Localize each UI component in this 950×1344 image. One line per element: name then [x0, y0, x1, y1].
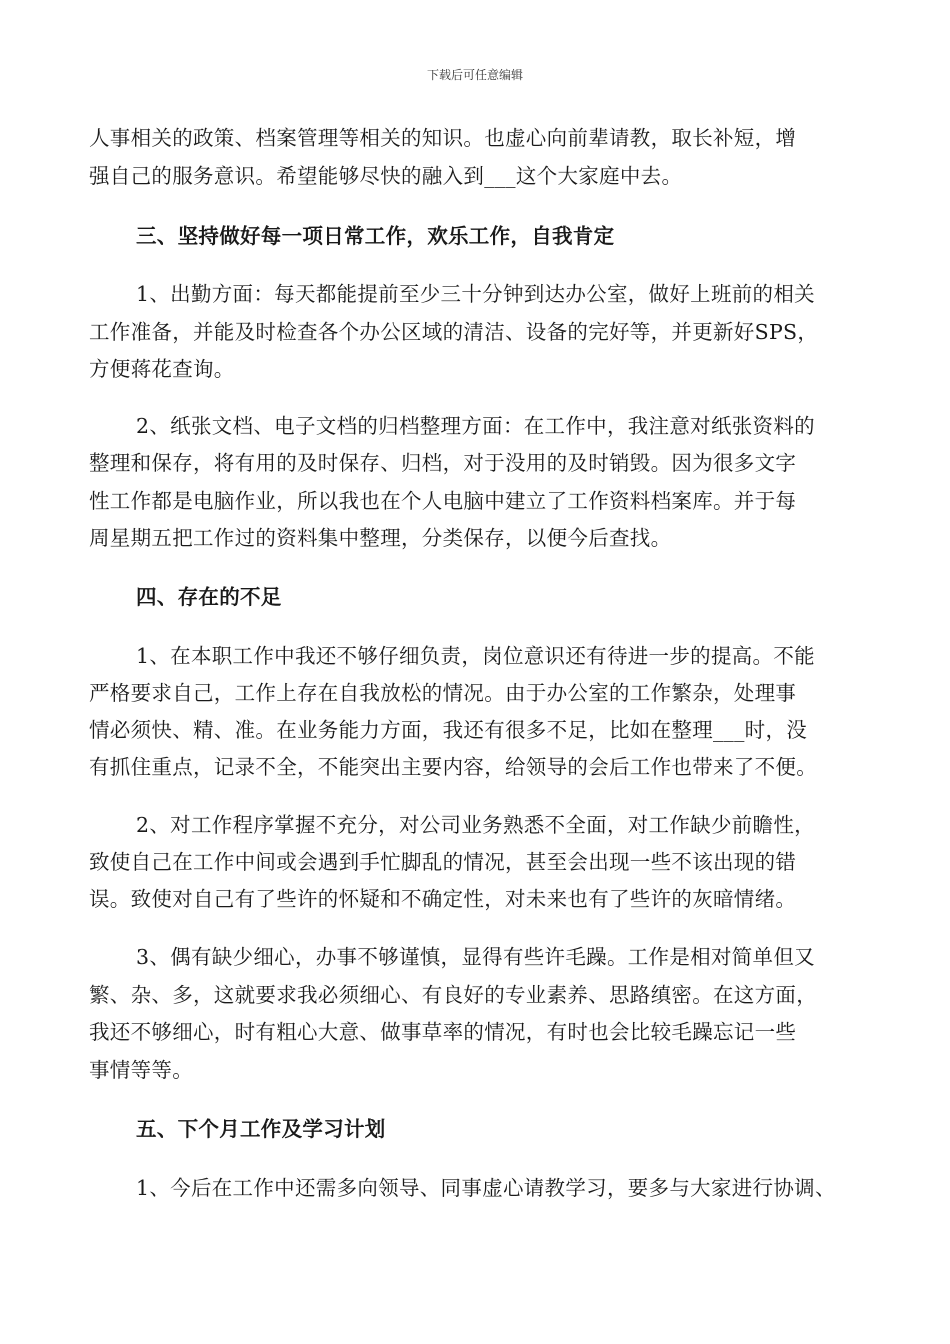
- paragraph-line: 严格要求自己，工作上存在自我放松的情况。由于办公室的工作繁杂，处理事: [89, 681, 797, 705]
- paragraph-line: 繁、杂、多，这就要求我必须细心、有良好的专业素养、思路缜密。在这方面，: [89, 983, 817, 1007]
- paragraph-line: 强自己的服务意识。希望能够尽快的融入到___这个大家庭中去。: [89, 164, 683, 188]
- paragraph-line: 有抓住重点，记录不全，不能突出主要内容，给领导的会后工作也带来了不便。: [89, 755, 817, 779]
- page-header: 下载后可任意编辑: [426, 68, 523, 82]
- paragraph-line: 工作准备，并能及时检查各个办公区域的清洁、设备的完好等，并更新好SPS，: [89, 320, 819, 344]
- paragraph-line: 方便蒋花查询。: [89, 357, 235, 381]
- paragraph-line: 误。致使对自己有了些许的怀疑和不确定性，对未来也有了些许的灰暗情绪。: [89, 887, 797, 911]
- paragraph-line: 1、今后在工作中还需多向领导、同事虚心请教学习，要多与大家进行协调、: [136, 1176, 836, 1200]
- section-heading: 五、下个月工作及学习计划: [136, 1117, 386, 1141]
- paragraph-line: 2、对工作程序掌握不充分，对公司业务熟悉不全面，对工作缺少前瞻性，: [136, 813, 815, 837]
- paragraph-line: 1、在本职工作中我还不够仔细负责，岗位意识还有待进一步的提高。不能: [136, 644, 815, 668]
- section-heading: 四、存在的不足: [136, 585, 282, 609]
- paragraph-line: 我还不够细心，时有粗心大意、做事草率的情况，有时也会比较毛躁忘记一些: [89, 1020, 797, 1044]
- paragraph-line: 整理和保存，将有用的及时保存、归档，对于没用的及时销毁。因为很多文字: [89, 451, 797, 475]
- paragraph-line: 事情等等。: [89, 1058, 193, 1082]
- paragraph-line: 周星期五把工作过的资料集中整理，分类保存，以便今后查找。: [89, 526, 672, 550]
- paragraph-line: 3、偶有缺少细心，办事不够谨慎，显得有些许毛躁。工作是相对简单但又: [136, 945, 815, 969]
- paragraph-line: 人事相关的政策、档案管理等相关的知识。也虚心向前辈请教，取长补短，增: [89, 126, 797, 150]
- paragraph-line: 致使自己在工作中间或会遇到手忙脚乱的情况，甚至会出现一些不该出现的错: [89, 850, 797, 874]
- paragraph-line: 性工作都是电脑作业，所以我也在个人电脑中建立了工作资料档案库。并于每: [89, 489, 797, 513]
- paragraph-line: 1、出勤方面：每天都能提前至少三十分钟到达办公室，做好上班前的相关: [136, 282, 815, 306]
- section-heading: 三、坚持做好每一项日常工作，欢乐工作，自我肯定: [136, 224, 615, 248]
- paragraph-line: 情必须快、精、准。在业务能力方面，我还有很多不足，比如在整理___时，没: [89, 718, 808, 742]
- paragraph-line: 2、纸张文档、电子文档的归档整理方面：在工作中，我注意对纸张资料的: [136, 414, 815, 438]
